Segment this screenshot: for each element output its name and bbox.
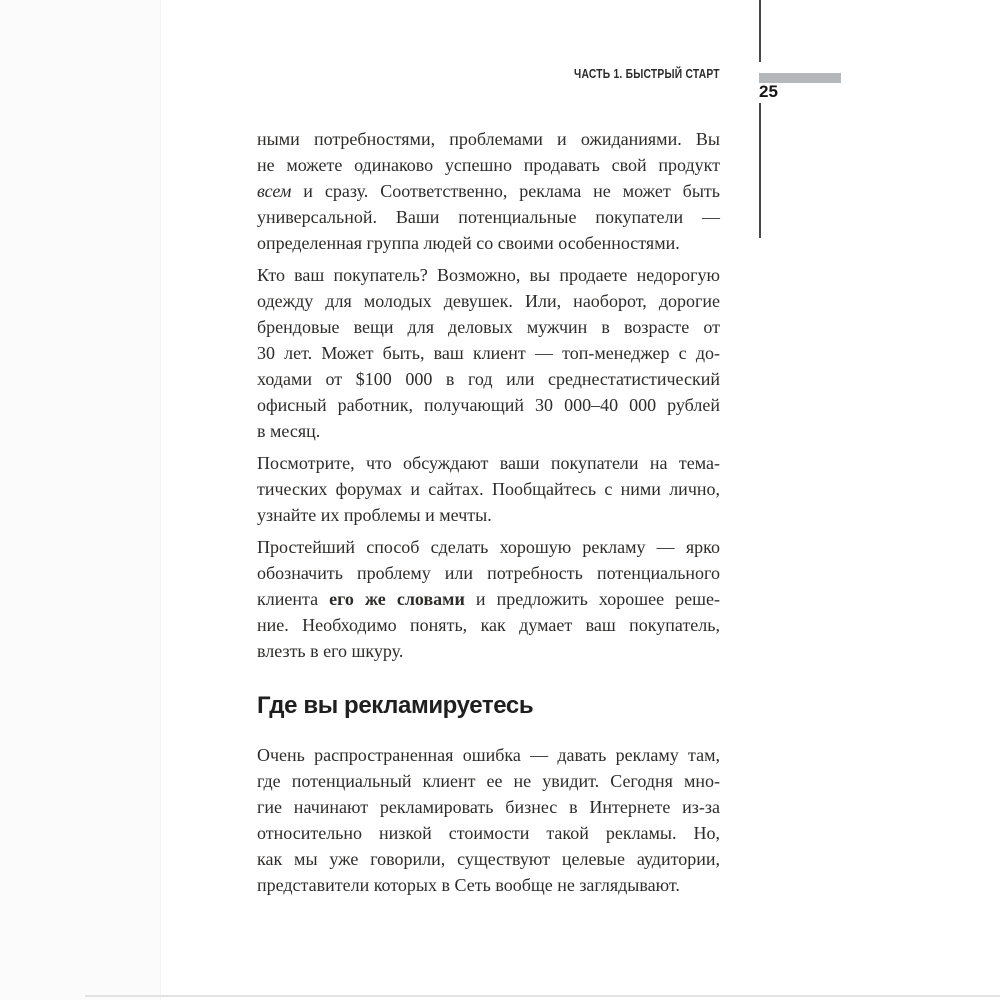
margin-rule-bottom: [759, 103, 761, 238]
text-segment: Простейший способ сделать хорошую рекламу — ярко: [257, 537, 720, 557]
text-segment: клиента: [257, 589, 330, 609]
text-segment: одежду для молодых девушек. Или, наоборот, дорогие: [257, 291, 720, 311]
text-line: [257, 560, 720, 586]
text-line: [257, 872, 720, 898]
text-line: [257, 586, 720, 612]
paragraph: [257, 450, 720, 528]
text-segment: обозначить проблему или потребность потенциального: [257, 563, 720, 583]
text-segment: где потенциальный клиент ее не увидит. Сегодня мно-: [257, 771, 720, 791]
italic-text: всем: [257, 181, 292, 201]
text-segment: Кто ваш покупатель? Возможно, вы продаете недорогую: [257, 265, 720, 285]
paragraph: [257, 262, 720, 444]
text-line: [257, 152, 720, 178]
text-line: [257, 262, 720, 288]
text-line: [257, 846, 720, 872]
running-title: ЧАСТЬ 1. БЫСТРЫЙ СТАРТ: [574, 67, 720, 81]
page-number: 25: [759, 82, 778, 101]
text-line: [257, 638, 720, 664]
text-line: [257, 204, 720, 230]
margin-rule-top: [759, 0, 761, 62]
text-line: [257, 534, 720, 560]
text-line: [257, 768, 720, 794]
text-segment: относительно низкой стоимости такой рекламы. Но,: [257, 823, 720, 843]
text-segment: тических форумах и сайтах. Пообщайтесь с ними лично,: [257, 479, 720, 499]
text-line: [257, 178, 720, 204]
text-line: [257, 794, 720, 820]
section-heading: Где вы рекламируетесь: [257, 692, 534, 719]
text-segment: гие начинают рекламировать бизнес в Интернете из-за: [257, 797, 720, 817]
paragraph: [257, 534, 720, 664]
paragraph: [257, 742, 720, 898]
bold-text: его же словами: [329, 589, 465, 609]
page-left-edge: [0, 0, 161, 1000]
text-segment: ными потребностями, проблемами и ожиданиями. Вы: [257, 129, 720, 149]
text-line: [257, 612, 720, 638]
text-segment: Очень распространенная ошибка — давать рекламу там,: [257, 745, 720, 765]
text-line: [257, 820, 720, 846]
text-segment: определенная группа людей со своими особенностями.: [257, 233, 680, 253]
text-segment: в месяц.: [257, 421, 321, 441]
page-bottom-edge: [85, 995, 1000, 997]
text-line: [257, 450, 720, 476]
text-line: [257, 366, 720, 392]
text-line: [257, 288, 720, 314]
text-line: [257, 418, 720, 444]
text-segment: Посмотрите, что обсуждают ваши покупатели на тема-: [257, 453, 720, 473]
text-segment: не можете одинаково успешно продавать свой продукт: [257, 155, 720, 175]
text-line: [257, 314, 720, 340]
text-segment: офисный работник, получающий 30 000–40 000 рублей: [257, 395, 720, 415]
text-segment: представители которых в Сеть вообще не заглядывают.: [257, 875, 680, 895]
text-segment: узнайте их проблемы и мечты.: [257, 505, 492, 525]
paragraph: [257, 126, 720, 256]
text-segment: как мы уже говорили, существуют целевые аудитории,: [257, 849, 720, 869]
text-segment: ходами от $100 000 в год или среднестатистический: [257, 369, 720, 389]
text-line: [257, 126, 720, 152]
text-line: [257, 392, 720, 418]
text-line: [257, 340, 720, 366]
text-segment: 30 лет. Может быть, ваш клиент — топ-менеджер с до-: [257, 343, 720, 363]
text-line: [257, 502, 720, 528]
text-segment: влезть в его шкуру.: [257, 641, 404, 661]
text-segment: ние. Необходимо понять, как думает ваш покупатель,: [257, 615, 720, 635]
text-line: [257, 230, 720, 256]
text-segment: и сразу. Соответственно, реклама не может быть: [291, 181, 720, 201]
text-segment: универсальной. Ваши потенциальные покупатели —: [257, 207, 720, 227]
body-text: [257, 126, 720, 904]
text-line: [257, 476, 720, 502]
text-segment: и предложить хорошее реше-: [464, 589, 720, 609]
text-segment: брендовые вещи для деловых мужчин в возрасте от: [257, 317, 720, 337]
text-line: [257, 742, 720, 768]
